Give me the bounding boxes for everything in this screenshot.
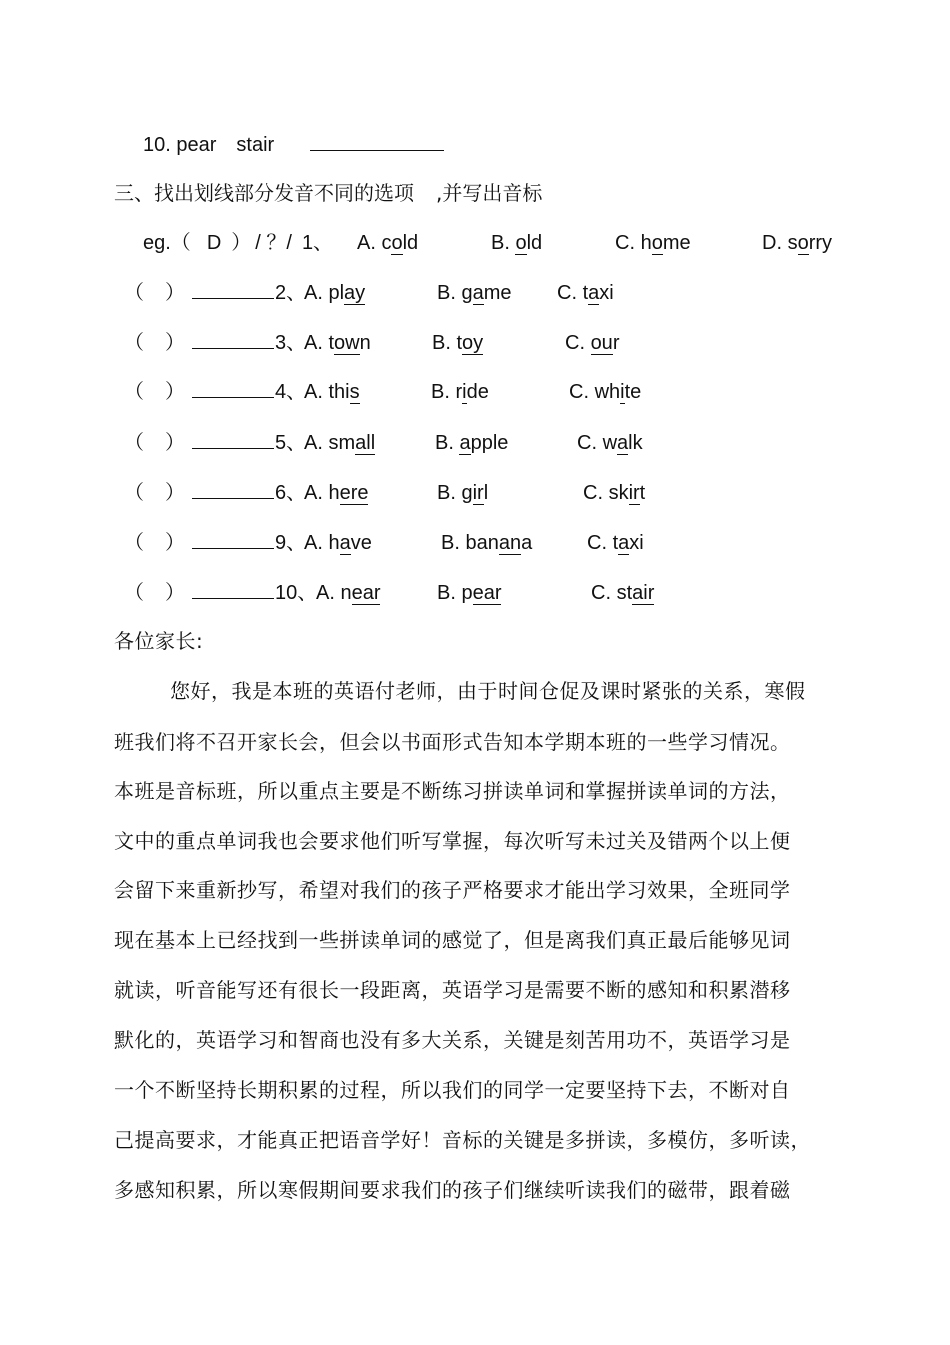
- example-option-a: A. cold: [357, 232, 419, 254]
- question-number: 9、: [275, 532, 307, 554]
- option-c: C. taxi: [557, 282, 614, 304]
- option-c: C. taxi: [587, 532, 644, 554]
- example-prefix: eg.（: [143, 232, 191, 254]
- paren-open: （: [124, 482, 144, 504]
- example-answer: D: [206, 232, 222, 254]
- letter-line: 您好，我是本班的英语付老师，由于时间仓促及课时紧张的关系，寒假: [170, 679, 806, 703]
- phonetic-blank[interactable]: [192, 280, 274, 306]
- option-a: A. small: [304, 432, 376, 454]
- option-a: A. town: [304, 332, 371, 354]
- paren-open: （: [124, 381, 144, 403]
- paren-open: （: [124, 532, 144, 554]
- option-b: B. apple: [435, 432, 509, 454]
- letter-line: 己提高要求，才能真正把语音学好！音标的关键是多拼读，多模仿，多听读，: [114, 1128, 811, 1152]
- phonetic-blank[interactable]: [192, 430, 274, 456]
- example-line: [143, 230, 333, 256]
- prev-exercise-word1: pear: [176, 134, 217, 156]
- option-c: C. white: [569, 381, 642, 403]
- option-a: A. here: [304, 482, 369, 504]
- letter-line: 文中的重点单词我也会要求他们听写掌握，每次听写未过关及错两个以上便: [114, 829, 791, 853]
- option-b: B. girl: [437, 482, 489, 504]
- letter-greeting: 各位家长:: [114, 629, 204, 653]
- option-a: A. have: [304, 532, 372, 554]
- question-number: 2、: [275, 282, 307, 304]
- example-option-b: B. old: [491, 232, 543, 254]
- question-number: 4、: [275, 381, 307, 403]
- option-b: B. ride: [431, 381, 489, 403]
- prev-exercise-line: [143, 132, 444, 158]
- question-number: 5、: [275, 432, 307, 454]
- option-b: B. pear: [437, 582, 502, 604]
- example-close: ）: [231, 232, 252, 254]
- option-b: B. toy: [432, 332, 484, 354]
- paren-open: （: [124, 332, 144, 354]
- paren-close: ）: [165, 282, 185, 304]
- phonetic-blank[interactable]: [192, 530, 274, 556]
- paren-close: ）: [165, 582, 185, 604]
- paren-close: ）: [165, 532, 185, 554]
- paren-open: （: [124, 432, 144, 454]
- section-title-text: 三、找出划线部分发音不同的选项: [114, 181, 414, 205]
- option-c: C. walk: [577, 432, 643, 454]
- letter-line: 一个不断坚持长期积累的过程，所以我们的同学一定要坚持下去，不断对自: [114, 1078, 791, 1102]
- option-a: A. play: [304, 282, 366, 304]
- letter-line: 默化的，英语学习和智商也没有多大关系，关键是刻苦用功不，英语学习是: [114, 1028, 791, 1052]
- letter-line: 班我们将不召开家长会，但会以书面形式告知本学期本班的一些学习情况。: [114, 730, 791, 754]
- paren-close: ）: [165, 482, 185, 504]
- section-title: [114, 180, 542, 206]
- letter-line: 多感知积累，所以寒假期间要求我们的孩子们继续听读我们的磁带，跟着磁: [114, 1178, 791, 1202]
- section-title-suffix: ,并写出音标: [436, 181, 543, 205]
- phonetic-blank[interactable]: [192, 480, 274, 506]
- letter-line: 会留下来重新抄写，希望对我们的孩子严格要求才能出学习效果，全班同学: [114, 878, 791, 902]
- letter-line: 本班是音标班，所以重点主要是不断练习拼读单词和掌握拼读单词的方法，: [114, 779, 791, 803]
- paren-open: （: [124, 282, 144, 304]
- letter-line: 就读，听音能写还有很长一段距离，英语学习是需要不断的感知和积累潜移: [114, 978, 791, 1002]
- example-number: 1、: [301, 232, 334, 254]
- answer-blank[interactable]: [310, 132, 444, 151]
- option-c: C. skirt: [583, 482, 646, 504]
- option-c: C. stair: [591, 582, 655, 604]
- option-c: C. our: [565, 332, 620, 354]
- paren-close: ）: [165, 381, 185, 403]
- example-option-c: C. home: [615, 232, 691, 254]
- paren-close: ）: [165, 432, 185, 454]
- example-phonetic: / ？/: [255, 232, 292, 254]
- phonetic-blank[interactable]: [192, 379, 274, 405]
- option-a: A. this: [304, 381, 360, 403]
- letter-line: 现在基本上已经找到一些拼读单词的感觉了，但是离我们真正最后能够见词: [114, 928, 791, 952]
- question-number: 6、: [275, 482, 307, 504]
- question-number: 10、: [275, 582, 318, 604]
- phonetic-blank[interactable]: [192, 580, 274, 606]
- option-b: B. banana: [441, 532, 533, 554]
- prev-exercise-number: 10.: [143, 134, 171, 156]
- phonetic-blank[interactable]: [192, 330, 274, 356]
- prev-exercise-word2: stair: [236, 134, 275, 156]
- option-b: B. game: [437, 282, 512, 304]
- paren-open: （: [124, 582, 144, 604]
- paren-close: ）: [165, 332, 185, 354]
- example-option-d: D. sorry: [762, 232, 833, 254]
- question-number: 3、: [275, 332, 307, 354]
- option-a: A. near: [316, 582, 381, 604]
